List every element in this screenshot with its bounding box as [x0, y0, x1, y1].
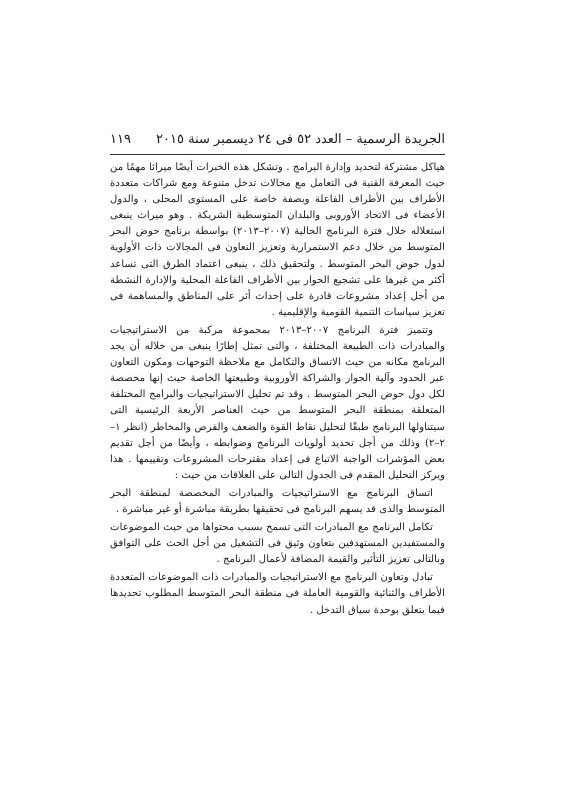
gazette-title: الجريدة الرسمية – العدد ٥٢ فى ٢٤ ديسمبر سنة ٢٠١٥: [156, 131, 445, 147]
paragraph-3: اتساق البرنامج مع الاستراتيجيات والمبادرات المخصصة لمنطقة البحر المتوسط والذى قد يسهم البرنامج فى تحقيقها بطريقة مباشرة أو غير مباشرة .: [110, 487, 445, 515]
paragraph-4: تكامل البرنامج مع المبادرات التى تسمح بسبب محتواها من حيث الموضوعات والمستفيدين المستهدفين بتعاون وثيق فى التشغيل من أجل الحث على التوافق وبالتالى تعزيز التأثير والقيمة المضافة لأعمال البرنامج .: [110, 522, 445, 566]
page-number: ١١٩: [110, 131, 131, 147]
page-body: [110, 160, 445, 621]
paragraph-1: هياكل مشتركة لتحديد وإدارة البرامج . وتشكل هذه الخبرات أيضًا ميراثا مهمًا من حيث المعرفة الفنية فى التعامل مع مجالات تدخل متنوعة ومع شراكات متعددة الأطراف بين الأطراف الفاعلة وبصفة خاصة على المستوى المحلى ، والدول الأعضاء فى الاتحاد الأوروبى والبلدان المتوسطية الشريكة . وهو ميراث ينبغى استغلاله خلال فترة البرنامج الحالية (٢٠٠٧–٢٠١٣) بواسطة برنامج حوض البحر المتوسط من خلال دعم الاستمرارية وتعزيز التعاون فى المجالات ذات الأولوية لدول حوض البحر المتوسط . ولتحقيق ذلك ، ينبغى اعتماد الطرق التى تساعد أكثر من غيرها على تشجيع الحوار بين الأطراف الفاعلة المحلية والإدارة النشطة من أجل إعداد مشروعات قادرة على إحداث أثر على المناطق والمساهمة فى تعزيز سياسات التنمية القومية والإقليمية .: [110, 162, 445, 318]
paragraph-5: تبادل وتعاون البرنامج مع الاستراتيجيات والمبادرات ذات الموضوعات المتعددة الأطراف والثنائية والقومية العاملة فى منطقة البحر المتوسط المطلوب تحديدها فيما يتعلق بوحدة سياق التدخل .: [110, 572, 445, 616]
header-divider: [110, 154, 445, 155]
page-header: [110, 128, 445, 150]
paragraph-2: وتتميز فترة البرنامج ٢٠٠٧–٢٠١٣ بمجموعة مركبة من الاستراتيجيات والمبادرات ذات الطبيعة المختلفة ، والتى تمثل إطارًا ينبغى من خلاله أن يجد البرنامج مكانه من حيث الاتساق والتكامل مع ملاحظة التوجهات ومكون التعاون عبر الحدود وآلية الجوار والشراكة الأوروبية وطبيعتها الخاصة حيث إنها مخصصة لكل دول حوض البحر المتوسط . وقد تم تحليل الاستراتيجيات والبرامج المختلفة المتعلقة بمنطقة البحر المتوسط من حيث العناصر الأربعة الرئيسية التى سيتناولها البرنامج طبقًا لتحليل نقاط القوة والضعف والفرص والمخاطر (انظر ١–٢–٢) وذلك من أجل تحديد أولويات البرنامج وضوابطه ، وأيضًا من أجل تقديم بعض المؤشرات الواجبة الاتباع فى إعداد مقترحات المشروعات وتقييمها . هذا ويركز التحليل المقدم فى الجدول التالى على العلاقات من حيث :: [110, 324, 445, 481]
